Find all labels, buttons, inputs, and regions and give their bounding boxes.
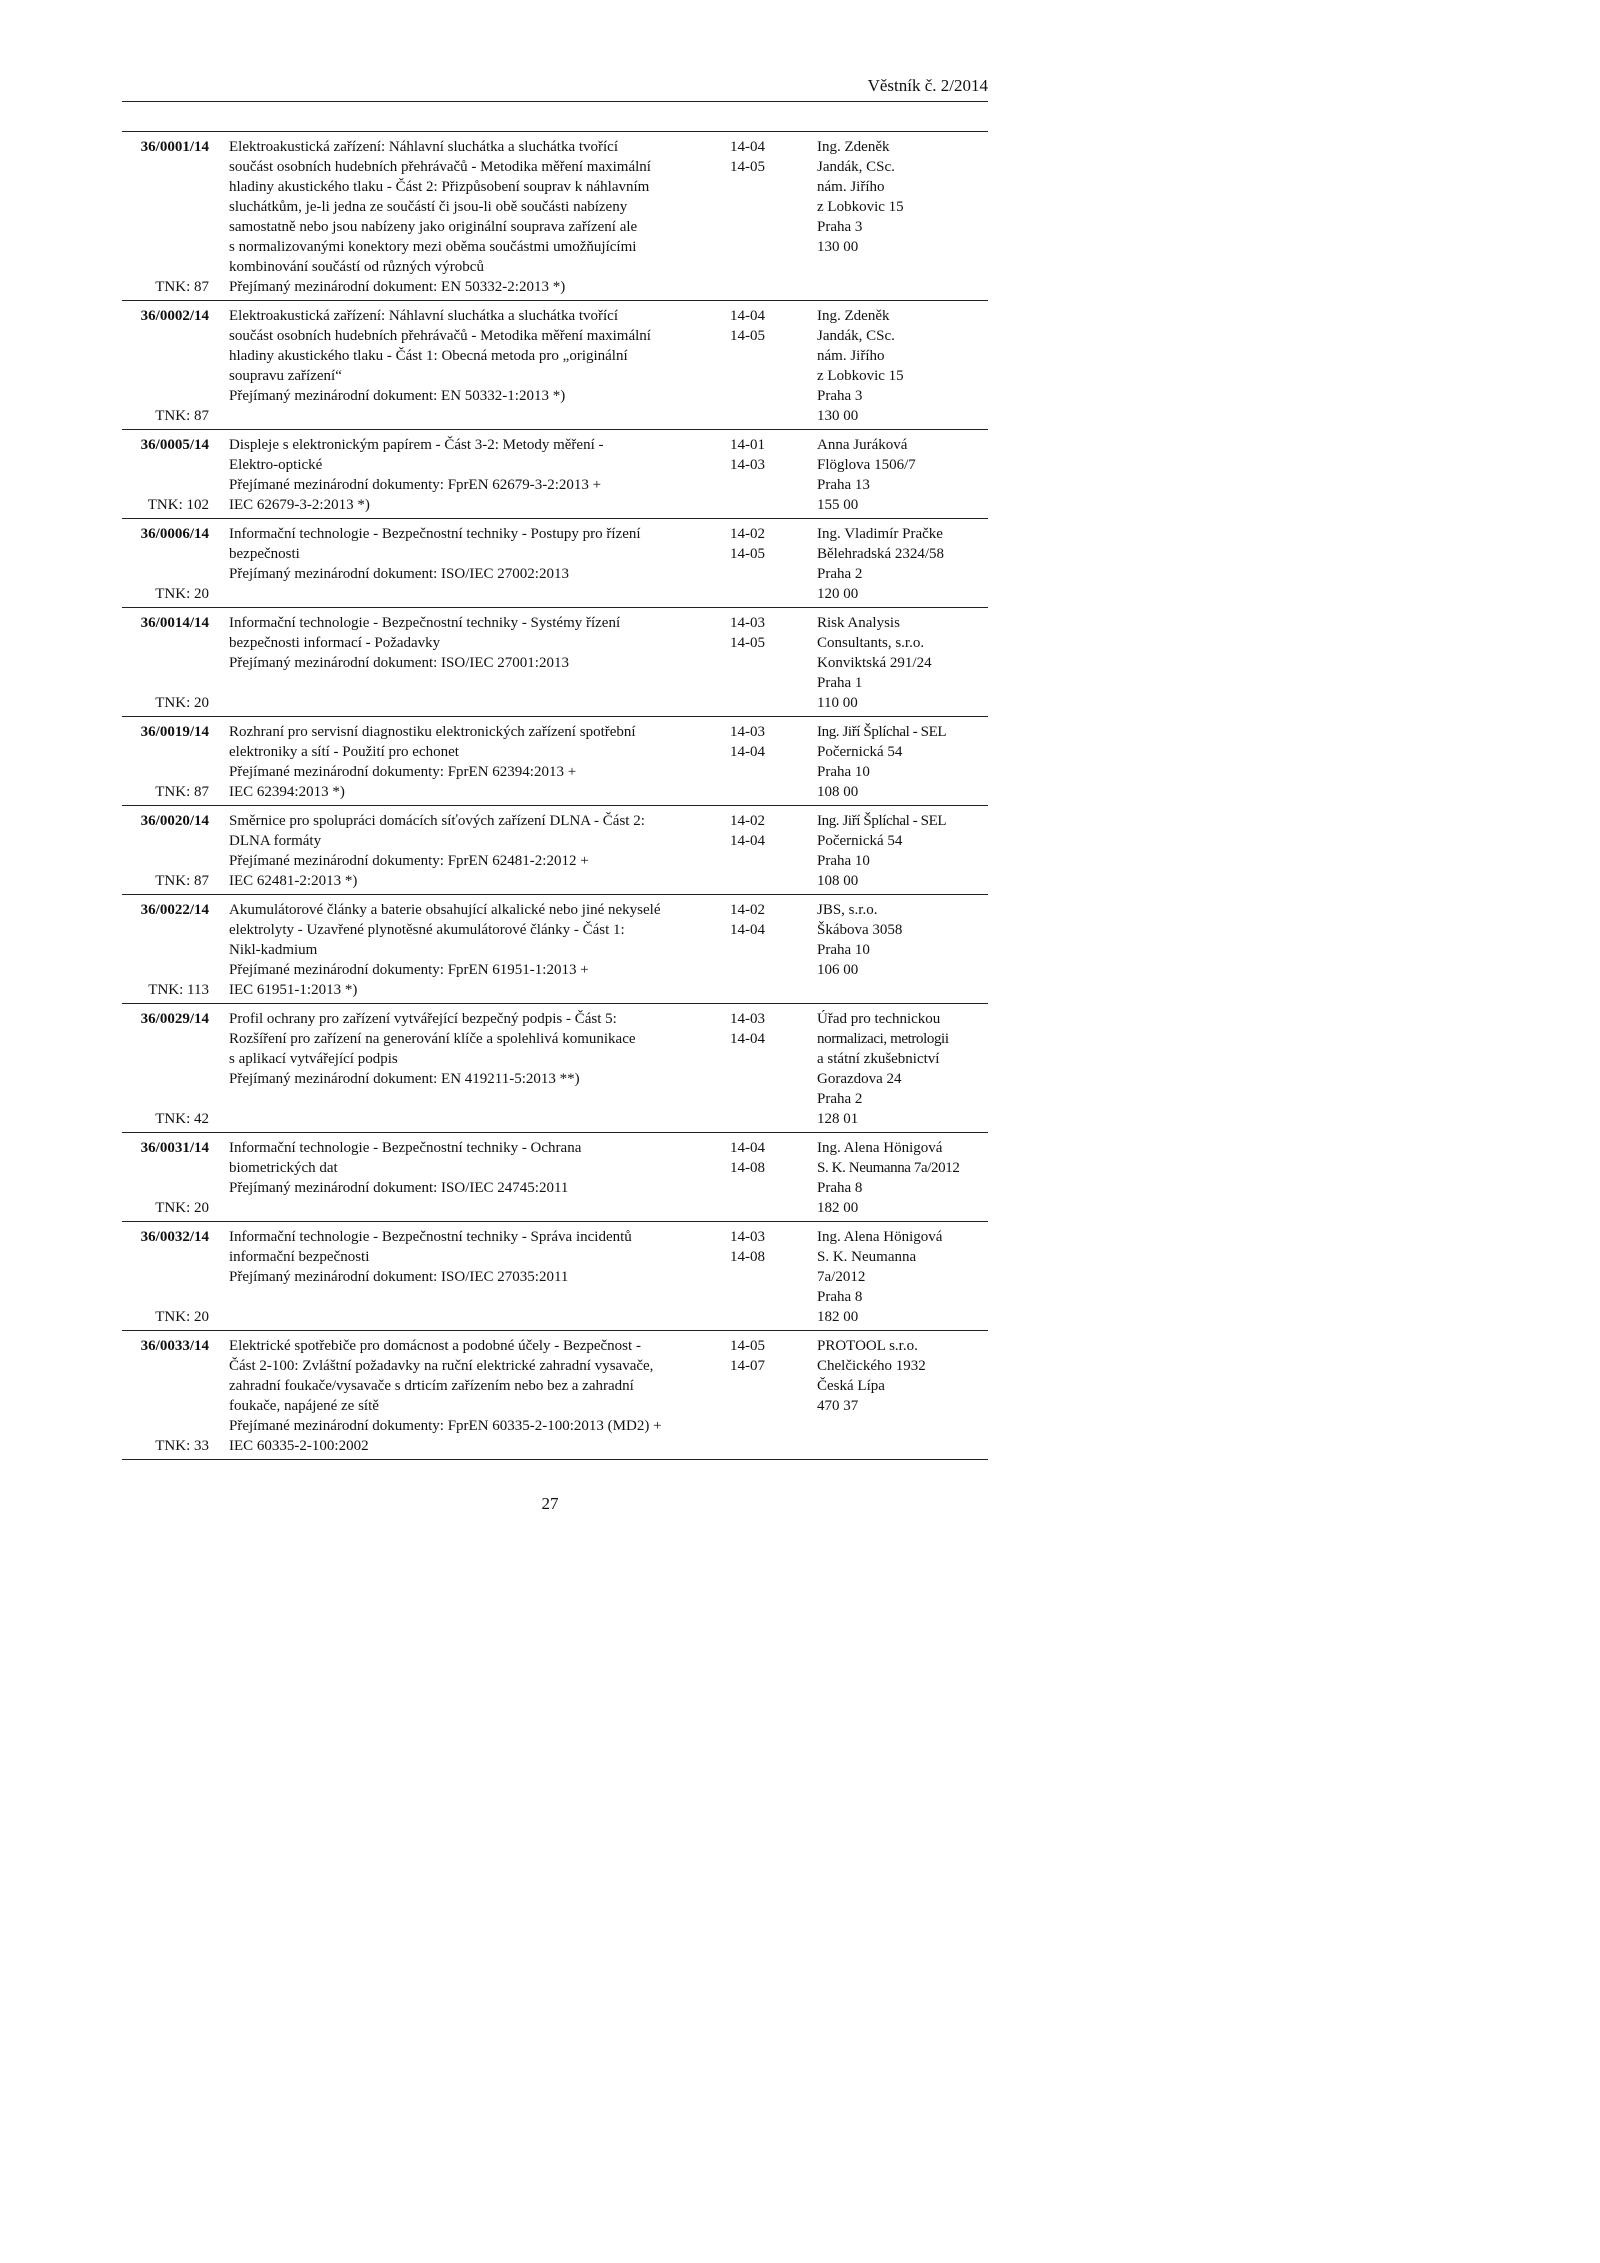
record-row	[122, 1004, 988, 1133]
record-number: 36/0002/14	[140, 308, 209, 324]
record-tnk: TNK: 87	[155, 784, 209, 800]
record-title-cell	[222, 811, 715, 891]
record-title-cell	[222, 435, 715, 515]
record-row	[122, 132, 988, 301]
record-dates-cell	[715, 811, 812, 891]
record-dates-cell	[715, 613, 812, 713]
record-title-cell	[222, 900, 715, 1000]
record-date: 14-05	[730, 1338, 765, 1354]
record-date: 14-03	[730, 1229, 765, 1245]
record-id-cell	[122, 811, 222, 891]
record-id-cell	[122, 435, 222, 515]
record-row	[122, 519, 988, 608]
record-date: 14-04	[730, 744, 765, 760]
record-title-line: Přejímané mezinárodní dokumenty: FprEN 62394:2013 +	[229, 764, 577, 780]
record-number: 36/0019/14	[140, 724, 209, 740]
record-tnk: TNK: 20	[155, 1200, 209, 1216]
record-title-line: samostatně nebo jsou nabízeny jako originální souprava zařízení ale	[229, 219, 638, 235]
record-date: 14-01	[730, 437, 765, 453]
record-address-line: Počernická 54	[817, 744, 903, 760]
record-address-line: normalizaci, metrologii	[817, 1031, 949, 1047]
record-id-cell	[122, 137, 222, 297]
record-address-line: S. K. Neumanna	[817, 1249, 917, 1265]
page-header	[122, 76, 988, 96]
record-id-cell	[122, 613, 222, 713]
record-tnk: TNK: 87	[155, 408, 209, 424]
record-tnk: TNK: 102	[147, 497, 209, 513]
record-title-line: DLNA formáty	[229, 833, 322, 849]
record-address-line: Ing. Zdeněk	[817, 308, 890, 324]
record-title-line: Přejímaný mezinárodní dokument: ISO/IEC 27035:2011	[229, 1269, 569, 1285]
record-address-cell	[812, 811, 988, 891]
record-title-line: Rozšíření pro zařízení na generování klíče a spolehlivá komunikace	[229, 1031, 636, 1047]
record-title-line: IEC 62679-3-2:2013 *)	[229, 497, 370, 513]
record-address-line: Praha 8	[817, 1289, 863, 1305]
record-address-cell	[812, 1138, 988, 1218]
record-dates-cell	[715, 306, 812, 426]
record-address-line: Jandák, CSc.	[817, 159, 895, 175]
record-number: 36/0014/14	[140, 615, 209, 631]
record-tnk: TNK: 87	[155, 873, 209, 889]
record-title-line: Informační technologie - Bezpečnostní techniky - Postupy pro řízení	[229, 526, 641, 542]
record-title-line: Informační technologie - Bezpečnostní techniky - Systémy řízení	[229, 615, 621, 631]
record-number: 36/0006/14	[140, 526, 209, 542]
record-date: 14-03	[730, 457, 765, 473]
record-address-line: 182 00	[817, 1200, 859, 1216]
record-address-line: Ing. Jiří Šplíchal - SEL	[817, 813, 947, 829]
record-address-line: z Lobkovic 15	[817, 199, 904, 215]
record-dates-cell	[715, 1138, 812, 1218]
record-title-line: Profil ochrany pro zařízení vytvářející bezpečný podpis - Část 5:	[229, 1011, 617, 1027]
record-row	[122, 895, 988, 1004]
record-dates-cell	[715, 435, 812, 515]
record-address-line: Ing. Vladimír Pračke	[817, 526, 943, 542]
record-address-line: Praha 3	[817, 219, 863, 235]
record-title-cell	[222, 722, 715, 802]
record-id-cell	[122, 1009, 222, 1129]
record-title-line: soupravu zařízení“	[229, 368, 342, 384]
record-date: 14-04	[730, 1140, 765, 1156]
record-date: 14-04	[730, 1031, 765, 1047]
record-title-line: hladiny akustického tlaku - Část 2: Přizpůsobení souprav k náhlavním	[229, 179, 650, 195]
record-address-line: Praha 13	[817, 477, 870, 493]
record-row	[122, 717, 988, 806]
record-address-line: Gorazdova 24	[817, 1071, 902, 1087]
record-date: 14-04	[730, 922, 765, 938]
record-title-line: součást osobních hudebních přehrávačů - Metodika měření maximální	[229, 159, 651, 175]
record-address-line: 108 00	[817, 873, 859, 889]
record-dates-cell	[715, 524, 812, 604]
record-address-line: JBS, s.r.o.	[817, 902, 878, 918]
record-date: 14-07	[730, 1358, 765, 1374]
record-address-line: Česká Lípa	[817, 1378, 885, 1394]
record-title-line: Přejímané mezinárodní dokumenty: FprEN 62679-3-2:2013 +	[229, 477, 602, 493]
records-table	[122, 131, 988, 1460]
record-address-cell	[812, 613, 988, 713]
record-date: 14-05	[730, 635, 765, 651]
record-id-cell	[122, 1336, 222, 1456]
record-tnk: TNK: 20	[155, 1309, 209, 1325]
record-address-line: 110 00	[817, 695, 858, 711]
record-address-line: 128 01	[817, 1111, 859, 1127]
record-id-cell	[122, 900, 222, 1000]
record-title-line: Přejímaný mezinárodní dokument: EN 50332-2:2013 *)	[229, 279, 566, 295]
record-dates-cell	[715, 900, 812, 1000]
record-title-line: zahradní foukače/vysavače s drticím zařízením nebo bez a zahradní	[229, 1378, 634, 1394]
record-title-line: s aplikací vytvářející podpis	[229, 1051, 398, 1067]
header-rule	[122, 101, 988, 102]
record-address-line: 106 00	[817, 962, 859, 978]
record-address-line: Úřad pro technickou	[817, 1011, 941, 1027]
record-title-line: kombinování součástí od různých výrobců	[229, 259, 484, 275]
record-title-line: elektroniky a sítí - Použití pro echonet	[229, 744, 459, 760]
record-id-cell	[122, 722, 222, 802]
record-address-line: S. K. Neumanna 7a/2012	[817, 1160, 960, 1176]
record-title-line: hladiny akustického tlaku - Část 1: Obecná metoda pro „originální	[229, 348, 628, 364]
record-row	[122, 806, 988, 895]
record-date: 14-05	[730, 328, 765, 344]
record-address-line: Praha 2	[817, 1091, 863, 1107]
record-address-line: Ing. Alena Hönigová	[817, 1229, 943, 1245]
record-address-line: Konviktská 291/24	[817, 655, 932, 671]
record-id-cell	[122, 524, 222, 604]
record-title-line: Směrnice pro spolupráci domácích síťových zařízení DLNA - Část 2:	[229, 813, 645, 829]
record-date: 14-08	[730, 1160, 765, 1176]
record-title-line: Přejímaný mezinárodní dokument: ISO/IEC 27002:2013	[229, 566, 569, 582]
record-title-line: Část 2-100: Zvláštní požadavky na ruční elektrické zahradní vysavače,	[229, 1358, 654, 1374]
record-title-line: informační bezpečnosti	[229, 1249, 370, 1265]
record-title-line: Displeje s elektronickým papírem - Část 3-2: Metody měření -	[229, 437, 604, 453]
record-title-cell	[222, 137, 715, 297]
record-date: 14-03	[730, 1011, 765, 1027]
record-id-cell	[122, 1227, 222, 1327]
record-address-line: z Lobkovic 15	[817, 368, 904, 384]
record-number: 36/0033/14	[140, 1338, 209, 1354]
record-address-line: Flöglova 1506/7	[817, 457, 916, 473]
record-title-cell	[222, 1138, 715, 1218]
record-address-line: Risk Analysis	[817, 615, 900, 631]
record-address-line: Jandák, CSc.	[817, 328, 895, 344]
record-title-line: Přejímaný mezinárodní dokument: EN 419211-5:2013 **)	[229, 1071, 580, 1087]
record-address-line: Ing. Alena Hönigová	[817, 1140, 943, 1156]
record-address-line: Bělehradská 2324/58	[817, 546, 945, 562]
record-row	[122, 1222, 988, 1331]
page-footer	[0, 1494, 1100, 1514]
record-address-line: Ing. Jiří Šplíchal - SEL	[817, 724, 947, 740]
record-address-line: 155 00	[817, 497, 859, 513]
record-title-line: Elektrické spotřebiče pro domácnost a podobné účely - Bezpečnost -	[229, 1338, 641, 1354]
record-address-line: Praha 8	[817, 1180, 863, 1196]
record-title-line: Přejímané mezinárodní dokumenty: FprEN 62481-2:2012 +	[229, 853, 589, 869]
page-number: 27	[541, 1494, 559, 1513]
record-title-line: bezpečnosti	[229, 546, 300, 562]
record-address-cell	[812, 1336, 988, 1456]
record-title-line: Nikl-kadmium	[229, 942, 318, 958]
record-title-line: elektrolyty - Uzavřené plynotěsné akumulátorové články - Část 1:	[229, 922, 625, 938]
record-date: 14-04	[730, 833, 765, 849]
record-address-line: nám. Jiřího	[817, 348, 885, 364]
record-row	[122, 301, 988, 430]
record-dates-cell	[715, 137, 812, 297]
record-address-line: Anna Juráková	[817, 437, 908, 453]
record-row	[122, 1133, 988, 1222]
record-address-line: nám. Jiřího	[817, 179, 885, 195]
record-address-line: Praha 10	[817, 942, 870, 958]
record-address-cell	[812, 900, 988, 1000]
record-address-line: 120 00	[817, 586, 859, 602]
record-title-line: IEC 61951-1:2013 *)	[229, 982, 358, 998]
record-address-cell	[812, 137, 988, 297]
record-address-cell	[812, 1009, 988, 1129]
record-title-line: Elektro-optické	[229, 457, 323, 473]
record-title-cell	[222, 1336, 715, 1456]
record-address-cell	[812, 306, 988, 426]
record-tnk: TNK: 42	[155, 1111, 209, 1127]
record-number: 36/0020/14	[140, 813, 209, 829]
record-address-line: 182 00	[817, 1309, 859, 1325]
record-address-cell	[812, 435, 988, 515]
record-date: 14-04	[730, 139, 765, 155]
record-title-line: Rozhraní pro servisní diagnostiku elektronických zařízení spotřební	[229, 724, 636, 740]
record-row	[122, 430, 988, 519]
record-dates-cell	[715, 1227, 812, 1327]
record-address-line: Consultants, s.r.o.	[817, 635, 925, 651]
record-address-cell	[812, 722, 988, 802]
record-date: 14-05	[730, 546, 765, 562]
record-number: 36/0001/14	[140, 139, 209, 155]
record-row	[122, 1331, 988, 1460]
record-title-line: Akumulátorové články a baterie obsahující alkalické nebo jiné nekyselé	[229, 902, 661, 918]
record-dates-cell	[715, 1009, 812, 1129]
record-address-cell	[812, 1227, 988, 1327]
record-id-cell	[122, 1138, 222, 1218]
record-number: 36/0029/14	[140, 1011, 209, 1027]
record-title-cell	[222, 1009, 715, 1129]
record-address-line: Praha 10	[817, 853, 870, 869]
record-number: 36/0005/14	[140, 437, 209, 453]
record-title-cell	[222, 613, 715, 713]
record-title-line: IEC 62394:2013 *)	[229, 784, 345, 800]
record-title-line: Přejímaný mezinárodní dokument: ISO/IEC 24745:2011	[229, 1180, 569, 1196]
record-title-line: IEC 60335-2-100:2002	[229, 1438, 369, 1454]
record-date: 14-02	[730, 526, 765, 542]
record-address-line: 130 00	[817, 239, 859, 255]
record-date: 14-02	[730, 902, 765, 918]
record-title-line: Přejímané mezinárodní dokumenty: FprEN 60335-2-100:2013 (MD2) +	[229, 1418, 662, 1434]
record-tnk: TNK: 20	[155, 586, 209, 602]
record-title-line: Přejímaný mezinárodní dokument: ISO/IEC 27001:2013	[229, 655, 569, 671]
record-number: 36/0022/14	[140, 902, 209, 918]
record-dates-cell	[715, 1336, 812, 1456]
record-address-line: 7a/2012	[817, 1269, 866, 1285]
record-address-line: 130 00	[817, 408, 859, 424]
bulletin-title: Věstník č. 2/2014	[867, 76, 988, 95]
record-address-line: Počernická 54	[817, 833, 903, 849]
record-date: 14-02	[730, 813, 765, 829]
record-tnk: TNK: 20	[155, 695, 209, 711]
record-title-line: foukače, napájené ze sítě	[229, 1398, 379, 1414]
record-tnk: TNK: 87	[155, 279, 209, 295]
record-date: 14-03	[730, 615, 765, 631]
record-title-line: IEC 62481-2:2013 *)	[229, 873, 358, 889]
record-id-cell	[122, 306, 222, 426]
record-address-line: Praha 1	[817, 675, 863, 691]
record-date: 14-05	[730, 159, 765, 175]
record-title-line: Přejímaný mezinárodní dokument: EN 50332-1:2013 *)	[229, 388, 566, 404]
record-address-line: 470 37	[817, 1398, 859, 1414]
record-address-line: Praha 3	[817, 388, 863, 404]
record-address-line: Ing. Zdeněk	[817, 139, 890, 155]
record-tnk: TNK: 113	[148, 982, 209, 998]
record-title-line: Přejímané mezinárodní dokumenty: FprEN 61951-1:2013 +	[229, 962, 589, 978]
record-title-line: bezpečnosti informací - Požadavky	[229, 635, 441, 651]
record-tnk: TNK: 33	[155, 1438, 209, 1454]
record-title-cell	[222, 306, 715, 426]
record-title-cell	[222, 524, 715, 604]
record-dates-cell	[715, 722, 812, 802]
record-address-line: a státní zkušebnictví	[817, 1051, 940, 1067]
record-title-line: s normalizovanými konektory mezi oběma součástmi umožňujícími	[229, 239, 637, 255]
record-date: 14-08	[730, 1249, 765, 1265]
record-address-line: PROTOOL s.r.o.	[817, 1338, 918, 1354]
record-address-line: Škábova 3058	[817, 922, 903, 938]
record-address-line: Praha 10	[817, 764, 870, 780]
record-address-cell	[812, 524, 988, 604]
record-address-line: Praha 2	[817, 566, 863, 582]
record-address-line: 108 00	[817, 784, 859, 800]
record-date: 14-03	[730, 724, 765, 740]
record-title-line: Informační technologie - Bezpečnostní techniky - Správa incidentů	[229, 1229, 632, 1245]
record-title-cell	[222, 1227, 715, 1327]
record-title-line: Elektroakustická zařízení: Náhlavní sluchátka a sluchátka tvořící	[229, 139, 619, 155]
record-address-line: Chelčického 1932	[817, 1358, 926, 1374]
record-row	[122, 608, 988, 717]
record-number: 36/0031/14	[140, 1140, 209, 1156]
record-title-line: Informační technologie - Bezpečnostní techniky - Ochrana	[229, 1140, 582, 1156]
record-title-line: Elektroakustická zařízení: Náhlavní sluchátka a sluchátka tvořící	[229, 308, 619, 324]
record-date: 14-04	[730, 308, 765, 324]
record-title-line: biometrických dat	[229, 1160, 338, 1176]
record-number: 36/0032/14	[140, 1229, 209, 1245]
record-title-line: sluchátkům, je-li jedna ze součástí či jsou-li obě součásti nabízeny	[229, 199, 628, 215]
record-title-line: součást osobních hudebních přehrávačů - Metodika měření maximální	[229, 328, 651, 344]
